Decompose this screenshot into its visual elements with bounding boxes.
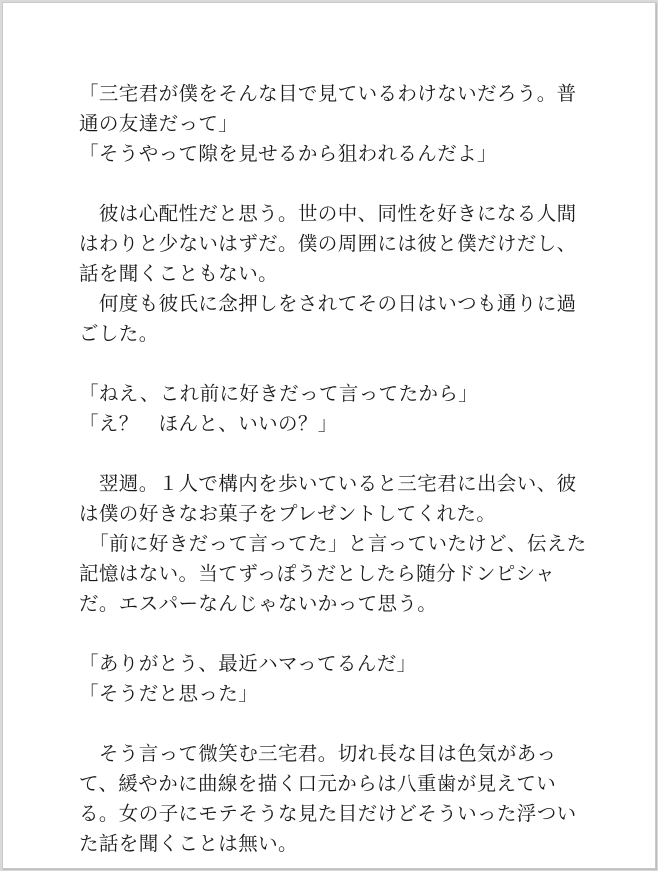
text-line: 「ねえ、これ前に好きだって言ってたから」 — [79, 382, 479, 405]
text-line: 「そうだと思った」 — [79, 682, 259, 705]
blank-line — [79, 349, 599, 379]
blank-line — [79, 439, 599, 469]
text-line: 通の友達だって」 — [79, 112, 239, 135]
body-text — [79, 79, 599, 859]
text-line: ごした。 — [79, 322, 159, 345]
text-line: て、緩やかに曲線を描く口元からは八重歯が見えてい — [79, 772, 557, 795]
blank-line — [79, 709, 599, 739]
text-line: 翌週。１人で構内を歩いていると三宅君に出会い、彼 — [79, 472, 577, 495]
document-page — [2, 2, 656, 869]
text-line: 「ありがとう、最近ハマってるんだ」 — [79, 652, 417, 675]
text-line: 「そうやって隙を見せるから狙われるんだよ」 — [79, 142, 497, 165]
text-line: 「前に好きだって言ってた」と言っていたけど、伝えた — [79, 532, 587, 555]
text-line: 「え？ ほんと、いいの？」 — [79, 412, 338, 435]
text-line: 記憶はない。当てずっぽうだとしたら随分ドンピシャ — [79, 562, 556, 585]
text-line: る。女の子にモテそうな見た目だけどそういった浮つい — [79, 802, 577, 825]
blank-line — [79, 169, 599, 199]
text-line: は僕の好きなお菓子をプレゼントしてくれた。 — [79, 502, 497, 525]
text-line: 話を聞くこともない。 — [79, 262, 279, 285]
text-line: だ。エスパーなんじゃないかって思う。 — [79, 592, 438, 615]
text-line: 「三宅君が僕をそんな目で見ているわけないだろう。普 — [79, 82, 577, 105]
text-line: 彼は心配性だと思う。世の中、同性を好きになる人間 — [79, 202, 577, 225]
text-line: そう言って微笑む三宅君。切れ長な目は色気があっ — [79, 742, 557, 765]
blank-line — [79, 619, 599, 649]
text-line: た話を聞くことは無い。 — [79, 832, 298, 855]
text-line: はわりと少ないはずだ。僕の周囲には彼と僕だけだし、 — [79, 232, 577, 255]
text-line: 何度も彼氏に念押しをされてその日はいつも通りに過 — [79, 292, 577, 315]
